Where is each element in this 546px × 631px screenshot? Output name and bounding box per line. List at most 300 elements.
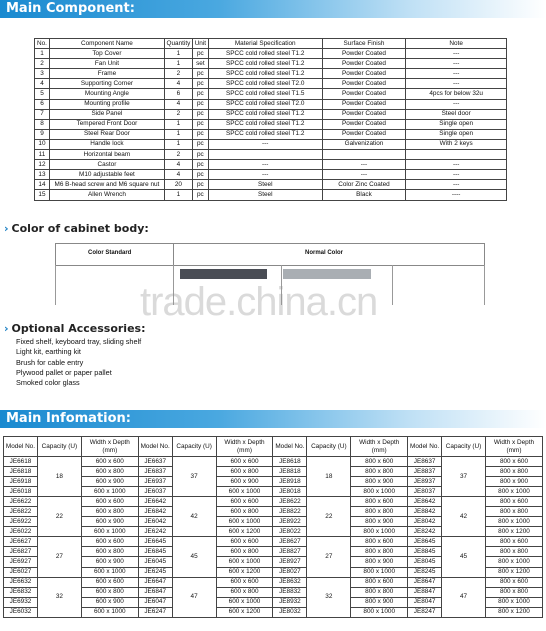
table-cell: Steel	[208, 190, 322, 200]
dimension-cell: 600 x 600	[81, 537, 138, 547]
capacity-cell: 32	[37, 577, 81, 617]
table-cell: Powder Coated	[322, 69, 406, 79]
dimension-cell: 800 x 900	[351, 597, 408, 607]
model-cell: JE6045	[138, 557, 172, 567]
table-cell: SPCC cold rolled steel T1.2	[208, 129, 322, 139]
model-cell: JE6927	[4, 557, 38, 567]
capacity-cell: 18	[307, 457, 351, 497]
capacity-cell: 32	[307, 577, 351, 617]
chevron-right-icon: ›	[4, 322, 9, 335]
dimension-cell: 600 x 1000	[81, 567, 138, 577]
model-cell: JE8027	[273, 567, 307, 577]
table-row	[35, 139, 507, 149]
capacity-cell: 45	[442, 537, 486, 577]
table-row	[35, 89, 507, 99]
component-col-header: Component Name	[49, 39, 164, 49]
dimension-cell: 800 x 800	[486, 467, 543, 477]
table-cell: Horizontal beam	[49, 150, 164, 160]
table-cell: 4	[164, 99, 192, 109]
table-cell: Fan Unit	[49, 59, 164, 69]
model-cell: JE6647	[138, 577, 172, 587]
dimension-cell: 600 x 1000	[216, 557, 273, 567]
main-component-title: Main Component:	[6, 1, 135, 16]
dimension-cell: 800 x 600	[351, 497, 408, 507]
table-row	[35, 190, 507, 200]
capacity-cell: 45	[172, 537, 216, 577]
table-row	[35, 59, 507, 69]
normal-color-swatch	[283, 269, 371, 279]
model-cell: JE8927	[273, 557, 307, 567]
model-cell: JE8842	[408, 507, 442, 517]
dimension-cell: 800 x 800	[351, 587, 408, 597]
dimension-cell: 600 x 600	[216, 497, 273, 507]
table-cell: pc	[192, 190, 208, 200]
dimension-cell: 800 x 600	[351, 537, 408, 547]
main-info-title: Main Infomation:	[6, 411, 131, 426]
model-cell: JE8637	[408, 457, 442, 467]
info-col-header: Width x Depth (mm)	[351, 437, 408, 457]
model-cell: JE8627	[273, 537, 307, 547]
table-cell: SPCC cold rolled steel T1.2	[208, 69, 322, 79]
table-row	[35, 119, 507, 129]
dimension-cell: 800 x 600	[486, 537, 543, 547]
dimension-cell: 800 x 600	[351, 577, 408, 587]
capacity-cell: 27	[37, 537, 81, 577]
dimension-cell: 600 x 900	[81, 557, 138, 567]
component-col-header: Quantity	[164, 39, 192, 49]
table-cell: M10 adjustable feet	[49, 170, 164, 180]
dimension-cell: 800 x 1000	[351, 567, 408, 577]
table-cell: 14	[35, 180, 50, 190]
model-cell: JE6637	[138, 457, 172, 467]
dimension-cell: 600 x 800	[81, 587, 138, 597]
color-section-heading	[4, 222, 149, 235]
table-row	[35, 69, 507, 79]
dimension-cell: 600 x 600	[216, 457, 273, 467]
info-col-header: Width x Depth (mm)	[216, 437, 273, 457]
table-row	[35, 49, 507, 59]
table-cell: 2	[164, 69, 192, 79]
table-cell: Castor	[49, 160, 164, 170]
dimension-cell: 600 x 1000	[81, 487, 138, 497]
model-cell: JE8845	[408, 547, 442, 557]
table-cell: 7	[35, 109, 50, 119]
table-cell: 3	[35, 69, 50, 79]
component-col-header: No.	[35, 39, 50, 49]
info-col-header: Width x Depth (mm)	[81, 437, 138, 457]
table-cell: Galvenization	[322, 139, 406, 149]
watermark-text: trade.china.cn	[140, 280, 378, 324]
model-cell: JE8832	[273, 587, 307, 597]
table-cell: Mounting Angle	[49, 89, 164, 99]
table-cell: 4	[164, 170, 192, 180]
table-row	[4, 537, 543, 547]
info-col-header: Width x Depth (mm)	[486, 437, 543, 457]
info-col-header: Model No.	[4, 437, 38, 457]
capacity-cell: 37	[442, 457, 486, 497]
model-cell: JE8818	[273, 467, 307, 477]
info-col-header: Capacity (U)	[307, 437, 351, 457]
model-cell: JE6618	[4, 457, 38, 467]
table-cell: pc	[192, 160, 208, 170]
capacity-cell: 22	[37, 497, 81, 537]
table-cell: Top Cover	[49, 49, 164, 59]
model-cell: JE8018	[273, 487, 307, 497]
main-info-banner	[0, 410, 546, 428]
main-info-table	[3, 436, 543, 618]
dimension-cell: 600 x 900	[81, 517, 138, 527]
table-cell: Handle lock	[49, 139, 164, 149]
dimension-cell: 800 x 900	[351, 477, 408, 487]
table-row	[4, 457, 543, 467]
component-col-header: Surface Finish	[322, 39, 406, 49]
dimension-cell: 600 x 600	[81, 497, 138, 507]
info-col-header: Model No.	[408, 437, 442, 457]
model-cell: JE8647	[408, 577, 442, 587]
table-row	[35, 150, 507, 160]
dimension-cell: 800 x 800	[351, 547, 408, 557]
table-row	[35, 109, 507, 119]
table-cell: 1	[35, 49, 50, 59]
dimension-cell: 600 x 1200	[216, 567, 273, 577]
dimension-cell: 600 x 800	[216, 587, 273, 597]
table-cell: Supporting Corner	[49, 79, 164, 89]
dimension-cell: 800 x 1000	[351, 487, 408, 497]
info-col-header: Model No.	[138, 437, 172, 457]
model-cell: JE8037	[408, 487, 442, 497]
table-cell: Powder Coated	[322, 99, 406, 109]
table-cell: set	[192, 59, 208, 69]
model-cell: JE6027	[4, 567, 38, 577]
color-normal-label: Normal Color	[305, 250, 344, 256]
capacity-cell: 42	[442, 497, 486, 537]
model-cell: JE8932	[273, 597, 307, 607]
main-component-banner	[0, 0, 546, 18]
capacity-cell: 27	[307, 537, 351, 577]
dimension-cell: 600 x 800	[216, 547, 273, 557]
dimension-cell: 800 x 1200	[486, 607, 543, 617]
model-cell: JE6622	[4, 497, 38, 507]
table-cell: Frame	[49, 69, 164, 79]
table-cell: pc	[192, 170, 208, 180]
table-cell: pc	[192, 119, 208, 129]
list-item: Light kit, earthing kit	[16, 347, 81, 357]
info-col-header: Capacity (U)	[442, 437, 486, 457]
standard-color-swatch	[180, 269, 267, 279]
table-row	[35, 129, 507, 139]
table-cell: 1	[164, 49, 192, 59]
table-cell: Powder Coated	[322, 129, 406, 139]
model-cell: JE6642	[138, 497, 172, 507]
table-cell: 1	[164, 59, 192, 69]
table-cell: 4pcs for below 32u	[406, 89, 507, 99]
table-cell: pc	[192, 129, 208, 139]
dimension-cell: 600 x 900	[81, 597, 138, 607]
table-cell: ---	[208, 170, 322, 180]
table-cell: Powder Coated	[322, 89, 406, 99]
table-row	[35, 99, 507, 109]
table-cell: 5	[35, 89, 50, 99]
model-cell: JE6022	[4, 527, 38, 537]
model-cell: JE6018	[4, 487, 38, 497]
model-cell: JE6645	[138, 537, 172, 547]
table-cell: SPCC cold rolled steel T1.2	[208, 109, 322, 119]
dimension-cell: 800 x 600	[486, 577, 543, 587]
model-cell: JE6918	[4, 477, 38, 487]
model-cell: JE8245	[408, 567, 442, 577]
model-cell: JE8242	[408, 527, 442, 537]
model-cell: JE6037	[138, 487, 172, 497]
dimension-cell: 800 x 900	[351, 517, 408, 527]
dimension-cell: 600 x 800	[216, 467, 273, 477]
table-cell	[406, 150, 507, 160]
component-col-header: Material Specification	[208, 39, 322, 49]
dimension-cell: 600 x 600	[216, 537, 273, 547]
table-cell: Steel Rear Door	[49, 129, 164, 139]
table-cell: pc	[192, 150, 208, 160]
table-cell	[322, 150, 406, 160]
dimension-cell: 800 x 600	[351, 457, 408, 467]
list-item: Smoked color glass	[16, 378, 80, 388]
table-cell: ---	[406, 160, 507, 170]
table-cell: ---	[322, 170, 406, 180]
dimension-cell: 800 x 1200	[486, 567, 543, 577]
table-cell: SPCC cold rolled steel T1.2	[208, 49, 322, 59]
table-cell: Powder Coated	[322, 109, 406, 119]
dimension-cell: 800 x 900	[351, 557, 408, 567]
model-cell: JE8847	[408, 587, 442, 597]
table-cell: 2	[35, 59, 50, 69]
table-cell: ---	[208, 139, 322, 149]
table-cell: Allen Wrench	[49, 190, 164, 200]
accessories-section-heading	[4, 322, 145, 335]
table-cell: 13	[35, 170, 50, 180]
dimension-cell: 600 x 1000	[216, 597, 273, 607]
capacity-cell: 42	[172, 497, 216, 537]
dimension-cell: 600 x 1000	[216, 517, 273, 527]
table-cell: Tempered Front Door	[49, 119, 164, 129]
table-row	[4, 497, 543, 507]
model-cell: JE8827	[273, 547, 307, 557]
table-row	[35, 160, 507, 170]
model-cell: JE6627	[4, 537, 38, 547]
table-cell: Mounting profile	[49, 99, 164, 109]
dimension-cell: 600 x 900	[81, 477, 138, 487]
table-cell: 4	[164, 79, 192, 89]
info-col-header: Capacity (U)	[37, 437, 81, 457]
table-cell: 1	[164, 139, 192, 149]
dimension-cell: 600 x 1200	[216, 607, 273, 617]
table-cell: SPCC cold rolled steel T2.0	[208, 79, 322, 89]
dimension-cell: 600 x 800	[81, 507, 138, 517]
table-row	[35, 79, 507, 89]
dimension-cell: 800 x 1000	[486, 487, 543, 497]
table-cell	[208, 150, 322, 160]
model-cell: JE6047	[138, 597, 172, 607]
model-cell: JE6932	[4, 597, 38, 607]
model-cell: JE6847	[138, 587, 172, 597]
table-cell: pc	[192, 99, 208, 109]
color-section-title: Color of cabinet body:	[11, 222, 149, 235]
model-cell: JE8032	[273, 607, 307, 617]
table-cell: With 2 keys	[406, 139, 507, 149]
table-cell: 2	[164, 109, 192, 119]
model-cell: JE6937	[138, 477, 172, 487]
dimension-cell: 600 x 600	[81, 457, 138, 467]
table-cell: 1	[164, 119, 192, 129]
dimension-cell: 800 x 600	[486, 497, 543, 507]
table-cell: Steel	[208, 180, 322, 190]
model-cell: JE8045	[408, 557, 442, 567]
table-cell: Single open	[406, 119, 507, 129]
capacity-cell: 47	[172, 577, 216, 617]
table-cell: ---	[406, 69, 507, 79]
model-cell: JE8837	[408, 467, 442, 477]
table-cell: ---	[406, 170, 507, 180]
dimension-cell: 600 x 1000	[216, 487, 273, 497]
table-cell: SPCC cold rolled steel T1.5	[208, 89, 322, 99]
list-item: Plywood pallet or paper pallet	[16, 367, 112, 377]
table-cell: Powder Coated	[322, 59, 406, 69]
model-cell: JE6632	[4, 577, 38, 587]
dimension-cell: 800 x 800	[351, 467, 408, 477]
model-cell: JE8642	[408, 497, 442, 507]
table-cell: 11	[35, 150, 50, 160]
model-cell: JE6837	[138, 467, 172, 477]
table-cell: pc	[192, 180, 208, 190]
table-cell: pc	[192, 109, 208, 119]
component-table	[34, 38, 507, 201]
capacity-cell: 47	[442, 577, 486, 617]
color-standard-label: Color Standard	[88, 250, 132, 256]
dimension-cell: 600 x 600	[216, 577, 273, 587]
component-col-header: Note	[406, 39, 507, 49]
table-cell: Powder Coated	[322, 79, 406, 89]
table-cell: SPCC cold rolled steel T1.2	[208, 59, 322, 69]
dimension-cell: 800 x 1200	[486, 527, 543, 537]
table-cell: ---	[322, 160, 406, 170]
dimension-cell: 600 x 900	[216, 477, 273, 487]
model-cell: JE8632	[273, 577, 307, 587]
accessories-list	[16, 337, 141, 388]
table-row	[4, 577, 543, 587]
dimension-cell: 800 x 1000	[486, 557, 543, 567]
dimension-cell: 600 x 1000	[81, 607, 138, 617]
list-item: Brush for cable entry	[16, 357, 84, 367]
dimension-cell: 800 x 1000	[486, 517, 543, 527]
dimension-cell: 800 x 800	[486, 507, 543, 517]
model-cell: JE6832	[4, 587, 38, 597]
table-cell: Powder Coated	[322, 119, 406, 129]
capacity-cell: 18	[37, 457, 81, 497]
table-cell: 6	[164, 89, 192, 99]
model-cell: JE6827	[4, 547, 38, 557]
model-cell: JE6032	[4, 607, 38, 617]
dimension-cell: 800 x 1000	[486, 597, 543, 607]
model-cell: JE6818	[4, 467, 38, 477]
list-item: Fixed shelf, keyboard tray, sliding shelf	[16, 337, 142, 346]
info-col-header: Capacity (U)	[172, 437, 216, 457]
table-cell: SPCC cold rolled steel T2.0	[208, 99, 322, 109]
dimension-cell: 600 x 800	[216, 507, 273, 517]
capacity-cell: 37	[172, 457, 216, 497]
dimension-cell: 800 x 1000	[351, 527, 408, 537]
dimension-cell: 800 x 800	[486, 587, 543, 597]
model-cell: JE8645	[408, 537, 442, 547]
table-cell: 8	[35, 119, 50, 129]
dimension-cell: 800 x 800	[351, 507, 408, 517]
table-cell: pc	[192, 89, 208, 99]
table-cell: 4	[164, 160, 192, 170]
model-cell: JE6842	[138, 507, 172, 517]
table-cell: M6 B-head screw and M6 square nut	[49, 180, 164, 190]
model-cell: JE8922	[273, 517, 307, 527]
table-cell: ---	[406, 49, 507, 59]
model-cell: JE8042	[408, 517, 442, 527]
model-cell: JE6042	[138, 517, 172, 527]
info-col-header: Model No.	[273, 437, 307, 457]
model-cell: JE6845	[138, 547, 172, 557]
chevron-right-icon: ›	[4, 222, 9, 235]
accessories-section-title: Optional Accessories:	[11, 322, 146, 335]
table-cell: Side Panel	[49, 109, 164, 119]
table-cell: ---	[406, 79, 507, 89]
model-cell: JE8047	[408, 597, 442, 607]
model-cell: JE6822	[4, 507, 38, 517]
table-cell: pc	[192, 49, 208, 59]
dimension-cell: 600 x 800	[81, 547, 138, 557]
dimension-cell: 600 x 800	[81, 467, 138, 477]
table-cell: pc	[192, 69, 208, 79]
main-info-table-header	[4, 437, 543, 457]
model-cell: JE8247	[408, 607, 442, 617]
table-cell: 9	[35, 129, 50, 139]
table-cell: 10	[35, 139, 50, 149]
table-cell: ----	[406, 190, 507, 200]
model-cell: JE6922	[4, 517, 38, 527]
dimension-cell: 600 x 600	[81, 577, 138, 587]
table-cell: 6	[35, 99, 50, 109]
table-cell: pc	[192, 79, 208, 89]
model-cell: JE8022	[273, 527, 307, 537]
component-table-header	[35, 39, 507, 49]
table-row	[35, 180, 507, 190]
dimension-cell: 600 x 1200	[216, 527, 273, 537]
model-cell: JE8937	[408, 477, 442, 487]
dimension-cell: 800 x 1000	[351, 607, 408, 617]
table-cell: 1	[164, 129, 192, 139]
table-cell: 12	[35, 160, 50, 170]
table-cell: pc	[192, 139, 208, 149]
capacity-cell: 22	[307, 497, 351, 537]
table-cell: Powder Coated	[322, 49, 406, 59]
model-cell: JE6247	[138, 607, 172, 617]
model-cell: JE6242	[138, 527, 172, 537]
dimension-cell: 600 x 1000	[81, 527, 138, 537]
dimension-cell: 800 x 900	[486, 477, 543, 487]
table-cell: 4	[35, 79, 50, 89]
table-cell: ---	[406, 180, 507, 190]
dimension-cell: 800 x 800	[486, 547, 543, 557]
table-cell: 1	[164, 190, 192, 200]
table-cell: ---	[406, 59, 507, 69]
model-cell: JE8622	[273, 497, 307, 507]
table-cell: Color Zinc Coated	[322, 180, 406, 190]
table-cell: 2	[164, 150, 192, 160]
model-cell: JE8822	[273, 507, 307, 517]
component-col-header: Unit	[192, 39, 208, 49]
table-cell: Single open	[406, 129, 507, 139]
